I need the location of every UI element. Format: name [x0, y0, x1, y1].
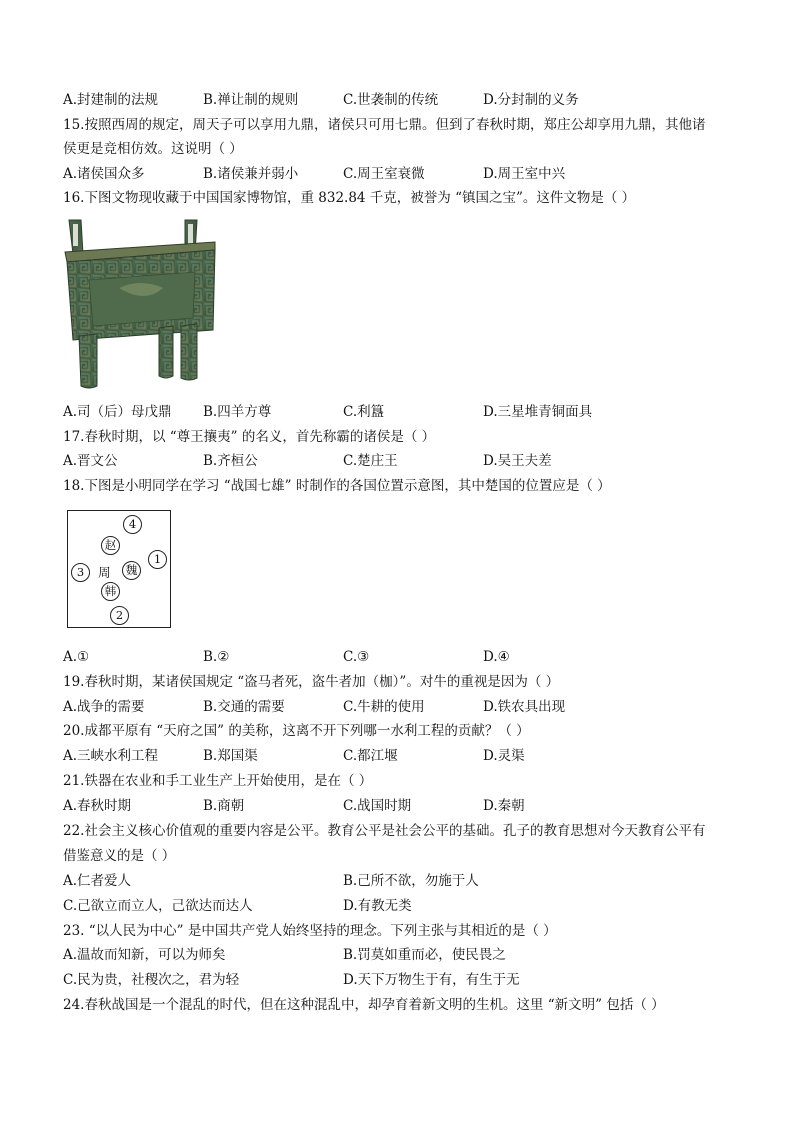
q23-option-d[interactable]: D.天下万物生于有，有生于无: [343, 972, 520, 988]
q14-option-b[interactable]: B.禅让制的规则: [203, 92, 299, 108]
q15-stem-line1: 15.按照西周的规定，周天子可以享用九鼎，诸侯只可用七鼎。但到了春秋时期，郑庄公却享用九鼎，其他诸: [63, 117, 706, 133]
map-label-zhou: 周: [98, 565, 111, 580]
q17-option-c[interactable]: C.楚庄王: [343, 453, 398, 469]
q18-stem: 18.下图是小明同学在学习 “战国七雄” 时制作的各国位置示意图，其中楚国的位置应是（ ）: [63, 478, 611, 494]
q14-option-d[interactable]: D.分封制的义务: [483, 92, 579, 108]
q21-option-b[interactable]: B.商朝: [203, 798, 245, 814]
q16-stem: 16.下图文物现收藏于中国国家博物馆，重 832.84 千克，被誉为 “镇国之宝”。这件文物是（ ）: [63, 190, 636, 206]
q16-option-a[interactable]: A.司（后）母戊鼎: [63, 404, 172, 420]
q20-option-a[interactable]: A.三峡水利工程: [63, 748, 159, 764]
map-node-3: 3: [71, 563, 90, 582]
q21-option-d[interactable]: D.秦朝: [483, 798, 525, 814]
map-node-wei: 魏: [122, 561, 141, 580]
q19-option-c[interactable]: C.牛耕的使用: [343, 699, 425, 715]
q20-option-b[interactable]: B.郑国渠: [203, 748, 258, 764]
q23-option-c[interactable]: C.民为贵，社稷次之，君为轻: [63, 972, 240, 988]
q24-stem: 24.春秋战国是一个混乱的时代，但在这种混乱中，却孕育着新文明的生机。这里 “新文明” 包括（ ）: [63, 997, 665, 1013]
q15-stem-line2: 侯更是竞相仿效。这说明（ ）: [63, 141, 243, 157]
q21-option-a[interactable]: A.春秋时期: [63, 798, 132, 814]
q22-option-b[interactable]: B.己所不欲，勿施于人: [343, 873, 479, 889]
map-node-1: 1: [148, 550, 167, 569]
q22-option-a[interactable]: A.仁者爱人: [63, 873, 132, 889]
q19-stem: 19.春秋时期，某诸侯国规定 “盗马者死，盗牛者加（枷）”。对牛的重视是因为（ ）: [63, 674, 560, 690]
q19-option-d[interactable]: D.铁农具出现: [483, 699, 566, 715]
q18-option-a[interactable]: A.①: [63, 649, 90, 665]
q17-option-d[interactable]: D.吴王夫差: [483, 453, 552, 469]
q22-option-c[interactable]: C.己欲立而立人，己欲达而达人: [63, 898, 253, 914]
q15-option-d[interactable]: D.周王室中兴: [483, 166, 566, 182]
q18-option-d[interactable]: D.④: [483, 649, 510, 665]
map-node-zhao: 赵: [101, 536, 120, 555]
q20-option-c[interactable]: C.都江堰: [343, 748, 398, 764]
q21-option-c[interactable]: C.战国时期: [343, 798, 412, 814]
bronze-ding-vessel-icon: [63, 218, 218, 393]
q17-option-a[interactable]: A.晋文公: [63, 453, 118, 469]
q22-stem-line1: 22.社会主义核心价值观的重要内容是公平。教育公平是社会公平的基础。孔子的教育思想对今天教育公平有: [63, 823, 706, 839]
q20-option-d[interactable]: D.灵渠: [483, 748, 525, 764]
q20-stem: 20.成都平原有 “天府之国” 的美称，这离不开下列哪一水利工程的贡献？（ ）: [63, 723, 530, 739]
q15-option-c[interactable]: C.周王室衰微: [343, 166, 425, 182]
q15-option-a[interactable]: A.诸侯国众多: [63, 166, 145, 182]
q23-option-b[interactable]: B.罚莫如重而必，使民畏之: [343, 947, 506, 963]
q14-option-c[interactable]: C.世袭制的传统: [343, 92, 439, 108]
q19-option-b[interactable]: B.交通的需要: [203, 699, 285, 715]
q15-option-b[interactable]: B.诸侯兼并弱小: [203, 166, 299, 182]
q23-stem: 23. “以人民为中心” 是中国共产党人始终坚持的理念。下列主张与其相近的是（ ）: [63, 923, 557, 939]
q18-option-b[interactable]: B.②: [203, 649, 230, 665]
map-node-4: 4: [123, 515, 142, 534]
q18-option-c[interactable]: C.③: [343, 649, 370, 665]
q16-option-b[interactable]: B.四羊方尊: [203, 404, 272, 420]
q23-option-a[interactable]: A.温故而知新，可以为师矣: [63, 947, 226, 963]
q17-option-b[interactable]: B.齐桓公: [203, 453, 258, 469]
q14-option-a[interactable]: A.封建制的法规: [63, 92, 159, 108]
q22-stem-line2: 借鉴意义的是（ ）: [63, 848, 176, 864]
map-node-2: 2: [110, 606, 129, 625]
q16-option-d[interactable]: D.三星堆青铜面具: [483, 404, 593, 420]
warring-states-position-diagram: [67, 510, 171, 628]
q16-option-c[interactable]: C.利簋: [343, 404, 385, 420]
q17-stem: 17.春秋时期，以 “尊王攘夷” 的名义，首先称霸的诸侯是（ ）: [63, 429, 436, 445]
map-node-han: 韩: [101, 582, 120, 601]
q22-option-d[interactable]: D.有教无类: [343, 898, 412, 914]
q21-stem: 21.铁器在农业和手工业生产上开始使用，是在（ ）: [63, 773, 373, 789]
q19-option-a[interactable]: A.战争的需要: [63, 699, 145, 715]
